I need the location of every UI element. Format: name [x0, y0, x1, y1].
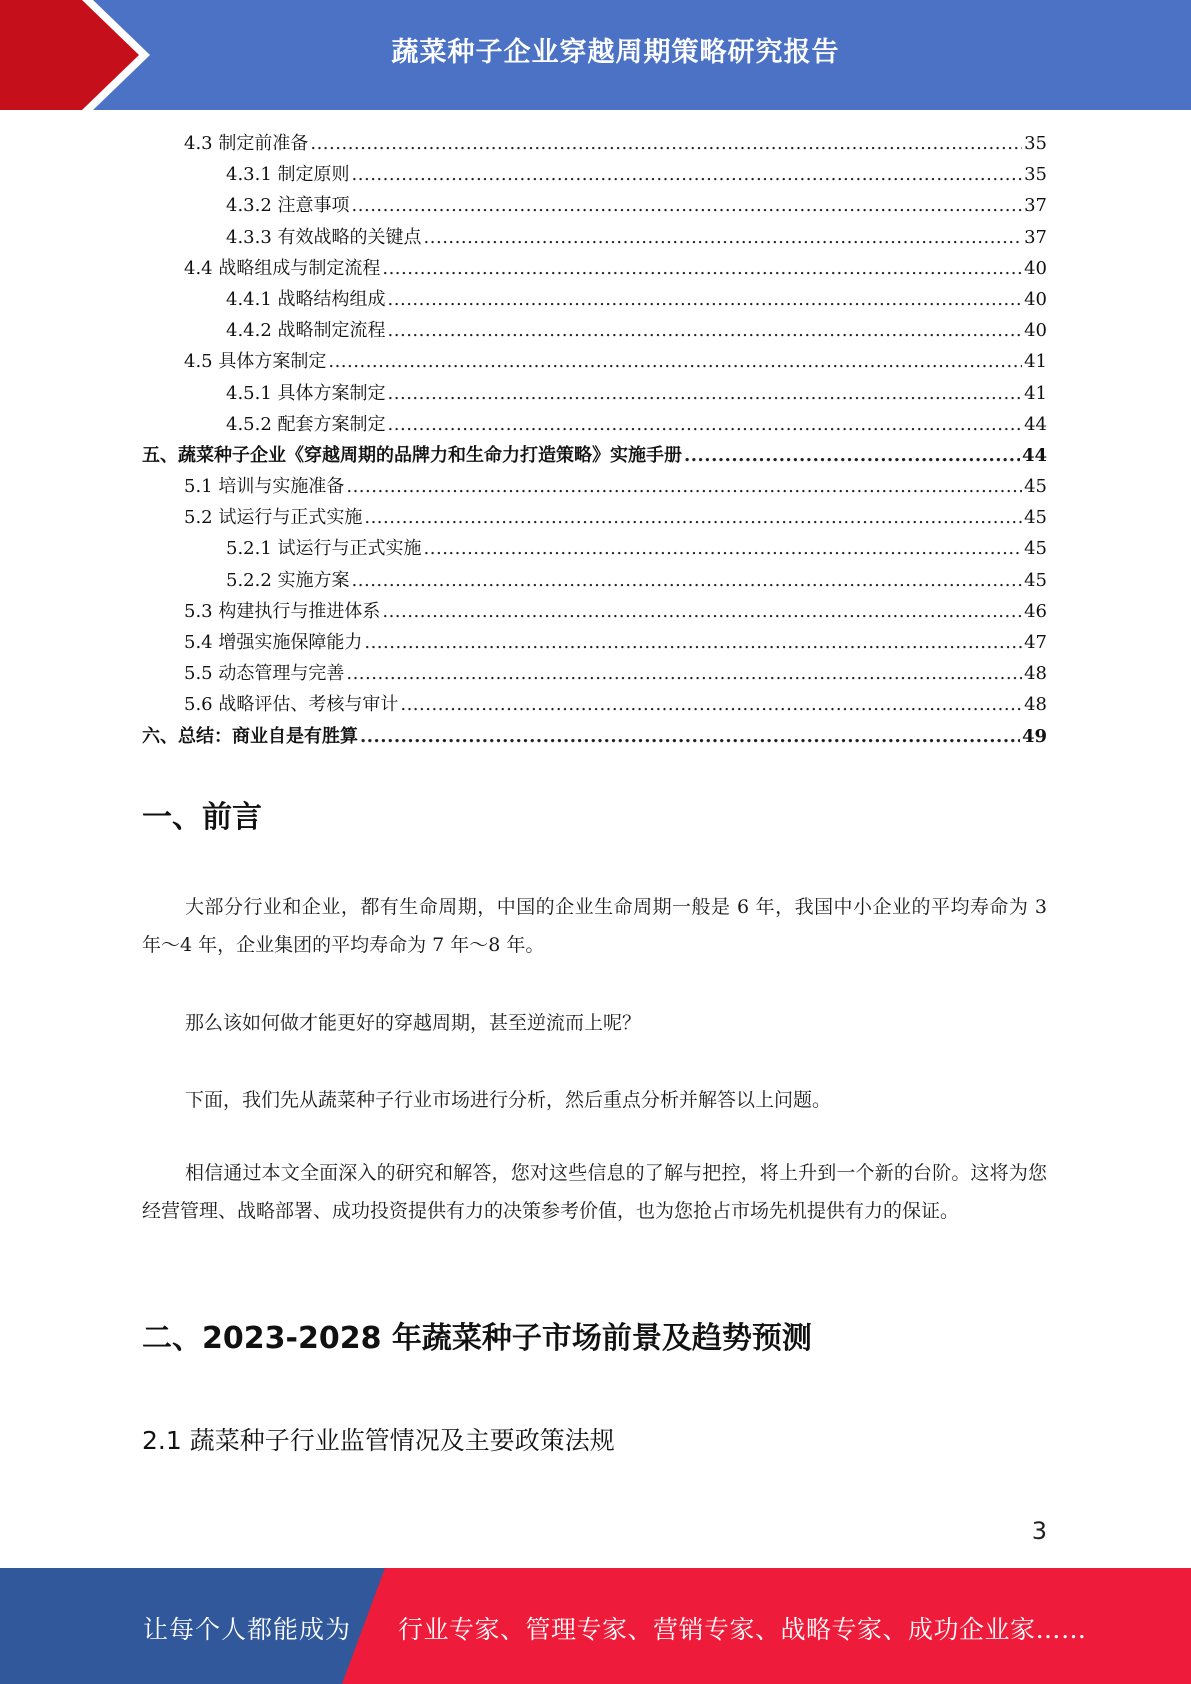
toc-entry-title: 4.4.1 战略结构组成 — [226, 288, 386, 310]
toc-entry-page-number: 40 — [1024, 320, 1047, 342]
toc-entry-title: 5.2 试运行与正式实施 — [184, 507, 363, 529]
toc-dot-leader — [346, 471, 1022, 502]
toc-entry-title: 5.1 培训与实施准备 — [184, 476, 345, 498]
toc-dot-leader — [388, 409, 1023, 440]
toc-dot-leader — [382, 253, 1022, 284]
toc-entry-title: 六、总结：商业自是有胜算 — [142, 725, 358, 747]
toc-entry-page-number: 48 — [1024, 694, 1047, 716]
toc-entry-page-number: 45 — [1024, 476, 1047, 498]
toc-entry[interactable] — [142, 689, 1047, 720]
toc-entry-page-number: 46 — [1024, 600, 1047, 622]
toc-dot-leader — [310, 128, 1022, 159]
toc-entry[interactable] — [142, 378, 1047, 409]
toc-entry-page-number: 47 — [1024, 632, 1047, 653]
toc-entry-page-number: 45 — [1024, 569, 1047, 591]
toc-dot-leader — [382, 596, 1022, 627]
toc-entry-page-number: 40 — [1024, 257, 1047, 279]
toc-entry[interactable] — [142, 502, 1047, 533]
toc-dot-leader — [360, 721, 1020, 752]
toc-entry[interactable] — [142, 315, 1047, 346]
toc-entry-title: 4.3.1 制定原则 — [226, 164, 350, 186]
page-header — [0, 0, 1191, 110]
footer-slogan-right: 行业专家、管理专家、营销专家、战略专家、成功企业家…… — [398, 1615, 1087, 1644]
paragraph: 那么该如何做才能更好的穿越周期，甚至逆流而上呢？ — [185, 1012, 642, 1034]
toc-entry-title: 5.5 动态管理与完善 — [184, 663, 345, 685]
toc-entry[interactable] — [142, 222, 1047, 253]
section-heading-preface: 一、前言 — [142, 800, 262, 835]
toc-dot-leader — [328, 346, 1022, 377]
toc-entry-title: 4.3 制定前准备 — [184, 133, 309, 154]
toc-entry[interactable] — [142, 658, 1047, 689]
toc-entry[interactable] — [142, 533, 1047, 564]
footer-slogan-left: 让每个人都能成为 — [143, 1615, 352, 1644]
toc-entry[interactable] — [142, 471, 1047, 502]
toc-entry-page-number: 40 — [1024, 288, 1047, 310]
toc-dot-leader — [424, 222, 1023, 253]
toc-entry-page-number: 37 — [1024, 195, 1047, 217]
toc-dot-leader — [388, 315, 1023, 346]
toc-entry-title: 4.5 具体方案制定 — [184, 351, 327, 373]
toc-entry-title: 5.3 构建执行与推进体系 — [184, 600, 381, 622]
toc-entry[interactable] — [142, 565, 1047, 596]
toc-entry[interactable] — [142, 159, 1047, 190]
page-number: 3 — [1031, 1517, 1047, 1545]
toc-entry-page-number: 41 — [1024, 382, 1047, 404]
toc-entry-page-number: 35 — [1024, 133, 1047, 154]
toc-dot-leader — [352, 565, 1023, 596]
table-of-contents — [142, 128, 1047, 752]
toc-dot-leader — [364, 502, 1022, 533]
toc-entry-title: 4.5.1 具体方案制定 — [226, 382, 386, 404]
toc-entry-title: 5.4 增强实施保障能力 — [184, 632, 363, 653]
toc-dot-leader — [424, 533, 1023, 564]
toc-entry[interactable] — [142, 253, 1047, 284]
toc-dot-leader — [388, 378, 1023, 409]
toc-entry[interactable] — [142, 284, 1047, 315]
toc-dot-leader — [346, 658, 1022, 689]
toc-entry-title: 4.4.2 战略制定流程 — [226, 320, 386, 342]
paragraph: 下面，我们先从蔬菜种子行业市场进行分析，然后重点分析并解答以上问题。 — [185, 1089, 832, 1111]
toc-entry-title: 5.2.1 试运行与正式实施 — [226, 538, 422, 560]
toc-entry[interactable] — [142, 346, 1047, 377]
toc-entry-page-number: 41 — [1024, 351, 1047, 373]
toc-entry-title: 4.3.2 注意事项 — [226, 195, 350, 217]
toc-entry-page-number: 48 — [1024, 663, 1047, 685]
toc-entry[interactable] — [142, 128, 1047, 159]
toc-entry[interactable] — [142, 627, 1047, 658]
toc-entry-page-number: 44 — [1024, 413, 1047, 435]
toc-entry-page-number: 49 — [1021, 725, 1047, 747]
toc-dot-leader — [364, 627, 1022, 658]
toc-entry-title: 五、蔬菜种子企业《穿越周期的品牌力和生命力打造策略》实施手册 — [142, 444, 682, 466]
paragraph: 大部分行业和企业，都有生命周期，中国的企业生命周期一般是 6 年，我国中小企业的平均寿命为 3 年～4 年，企业集团的平均寿命为 7 年～8 年。 — [142, 896, 1047, 956]
page-footer — [0, 1568, 1191, 1684]
report-title: 蔬菜种子企业穿越周期策略研究报告 — [391, 37, 840, 68]
toc-entry-page-number: 45 — [1024, 538, 1047, 560]
toc-dot-leader — [684, 440, 1020, 471]
toc-dot-leader — [400, 689, 1022, 720]
toc-entry-title: 5.6 战略评估、考核与审计 — [184, 694, 399, 716]
toc-entry[interactable] — [142, 190, 1047, 221]
toc-entry-title: 4.3.3 有效战略的关键点 — [226, 226, 422, 248]
toc-entry-title: 4.4 战略组成与制定流程 — [184, 257, 381, 279]
toc-entry-title: 5.2.2 实施方案 — [226, 569, 350, 591]
toc-entry[interactable] — [142, 409, 1047, 440]
toc-entry[interactable] — [142, 440, 1047, 471]
toc-entry[interactable] — [142, 721, 1047, 752]
toc-dot-leader — [352, 190, 1023, 221]
subsection-heading: 2.1 蔬菜种子行业监管情况及主要政策法规 — [142, 1426, 615, 1455]
toc-entry-page-number: 35 — [1024, 164, 1047, 186]
paragraph: 相信通过本文全面深入的研究和解答，您对这些信息的了解与把控，将上升到一个新的台阶。这将为您经营管理、战略部署、成功投资提供有力的决策参考价值，也为您抢占市场先机提供有力的保证。 — [142, 1162, 1047, 1222]
toc-entry[interactable] — [142, 596, 1047, 627]
toc-dot-leader — [388, 284, 1023, 315]
toc-entry-page-number: 44 — [1021, 444, 1047, 466]
toc-entry-title: 4.5.2 配套方案制定 — [226, 413, 386, 435]
section-heading-market-outlook: 二、2023-2028 年蔬菜种子市场前景及趋势预测 — [142, 1321, 812, 1356]
toc-entry-page-number: 45 — [1024, 507, 1047, 529]
toc-entry-page-number: 37 — [1024, 226, 1047, 248]
toc-dot-leader — [352, 159, 1023, 190]
